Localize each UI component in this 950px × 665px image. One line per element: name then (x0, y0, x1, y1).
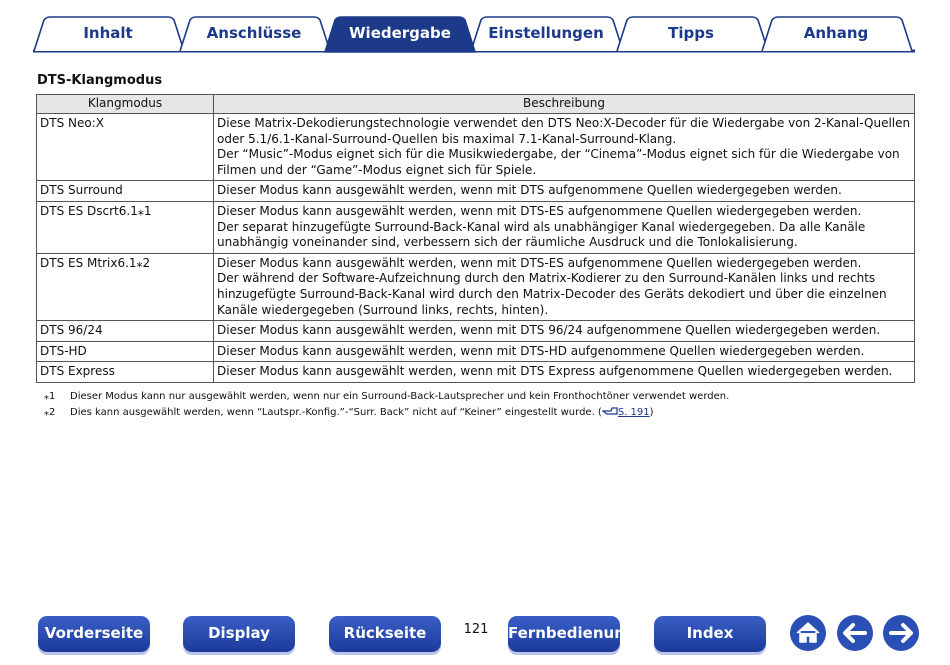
footnote-mark: ⁎1 (44, 391, 56, 402)
index-button[interactable]: Index (654, 616, 766, 652)
mode-description (214, 321, 915, 342)
table-row (37, 201, 915, 253)
rear-panel-button[interactable]: Rückseite (329, 616, 441, 652)
tab-inhalt[interactable]: Inhalt (83, 24, 133, 42)
table-header-row (37, 95, 915, 114)
tab-anschluesse[interactable]: Anschlüsse (206, 24, 302, 42)
footnote-mark: ⁎2 (44, 407, 56, 418)
front-panel-button[interactable]: Vorderseite (38, 616, 150, 652)
back-arrow-icon[interactable] (836, 614, 874, 652)
description-line: Dieser Modus kann ausgewählt werden, wenn mit DTS Express aufgenommene Quellen wiedergegeben werden. (217, 364, 893, 379)
tab-anhang[interactable]: Anhang (803, 24, 869, 42)
page-reference-link[interactable]: S. 191 (617, 407, 650, 418)
column-header-description: Beschreibung (214, 95, 915, 114)
table-row (37, 253, 915, 320)
mode-name: DTS Neo:X (37, 114, 214, 181)
page-number: 121 (463, 622, 489, 637)
mode-name: DTS ES Mtrix6.1⁎2 (37, 253, 214, 320)
description-line: Dieser Modus kann ausgewählt werden, wenn mit DTS-ES aufgenommene Quellen wiedergegeben werden. (217, 255, 862, 270)
mode-description (214, 341, 915, 362)
description-line: Der “Music”-Modus eignet sich für die Musikwiedergabe, der “Cinema”-Modus eignet sich für die Wiedergabe von Filmen und der “Game”-Modus eignet sich für Spiele. (217, 147, 900, 177)
mode-name: DTS ES Dscrt6.1⁎1 (37, 201, 214, 253)
mode-name: DTS-HD (37, 341, 214, 362)
mode-description (214, 114, 915, 181)
home-icon[interactable] (789, 614, 827, 652)
description-line: Der während der Software-Aufzeichnung durch den Matrix-Kodierer zu den Surround-Kanälen links und rechts hinzugefügte Surround-Back-Kanal wird durch den Matrix-Decoder des Geräts dekodiert und über die einzelnen Kanäle wiedergegeben (Surround links, rechts, hinten). (217, 271, 887, 317)
display-button[interactable]: Display (183, 616, 295, 652)
sound-mode-table (36, 94, 915, 383)
footnote-text: Dies kann ausgewählt werden, wenn “Lautspr.-Konfig.”-“Surr. Back” nicht auf “Keiner” eingestellt wurde. ( (70, 407, 602, 418)
description-line: Dieser Modus kann ausgewählt werden, wenn mit DTS aufgenommene Quellen wiedergegeben werden. (217, 183, 842, 198)
tab-einstellungen[interactable]: Einstellungen (488, 24, 604, 42)
forward-arrow-icon[interactable] (882, 614, 920, 652)
mode-description (214, 181, 915, 202)
mode-description (214, 362, 915, 383)
footnote (44, 405, 729, 421)
tab-wiedergabe[interactable]: Wiedergabe (349, 24, 451, 42)
description-line: Dieser Modus kann ausgewählt werden, wenn mit DTS-HD aufgenommene Quellen wiedergegeben werden. (217, 343, 865, 358)
footnote-text: Dieser Modus kann nur ausgewählt werden, wenn nur ein Surround-Back-Lautsprecher und kein Fronthochtöner verwendet werden. (70, 391, 730, 402)
footnotes (44, 389, 729, 421)
table-row (37, 362, 915, 383)
mode-name: DTS Surround (37, 181, 214, 202)
table-row (37, 181, 915, 202)
column-header-mode: Klangmodus (37, 95, 214, 114)
description-line: Dieser Modus kann ausgewählt werden, wenn mit DTS-ES aufgenommene Quellen wiedergegeben werden. (217, 203, 862, 218)
tab-tipps[interactable]: Tipps (668, 24, 714, 42)
remote-control-button[interactable]: Fernbedienung (508, 616, 620, 652)
section-title: DTS-Klangmodus (37, 73, 163, 88)
table-row (37, 341, 915, 362)
mode-description (214, 253, 915, 320)
mode-name: DTS 96/24 (37, 321, 214, 342)
tab-bar (0, 0, 950, 56)
table-row (37, 321, 915, 342)
description-line: Diese Matrix-Dekodierungstechnologie verwendet den DTS Neo:X-Decoder für die Wiedergabe von 2-Kanal-Quellen oder 5.1/6.1-Kanal-Surround-Quellen bis maximal 7.1-Kanal-Surround-Klang. (217, 116, 911, 146)
table-row (37, 114, 915, 181)
description-line: Dieser Modus kann ausgewählt werden, wenn mit DTS 96/24 aufgenommene Quellen wiedergegeben werden. (217, 323, 881, 338)
footnote (44, 389, 729, 405)
pointing-hand-icon (602, 405, 618, 416)
footnote-close: ) (649, 407, 654, 418)
description-line: Der separat hinzugefügte Surround-Back-Kanal wird als unabhängiger Kanal wiedergegeben. Da alle Kanäle unabhängig voneinander sind, verbessern sich der räumliche Ausdruck und die Tonlokalisierung. (217, 219, 866, 250)
mode-name: DTS Express (37, 362, 214, 383)
mode-description (214, 201, 915, 253)
